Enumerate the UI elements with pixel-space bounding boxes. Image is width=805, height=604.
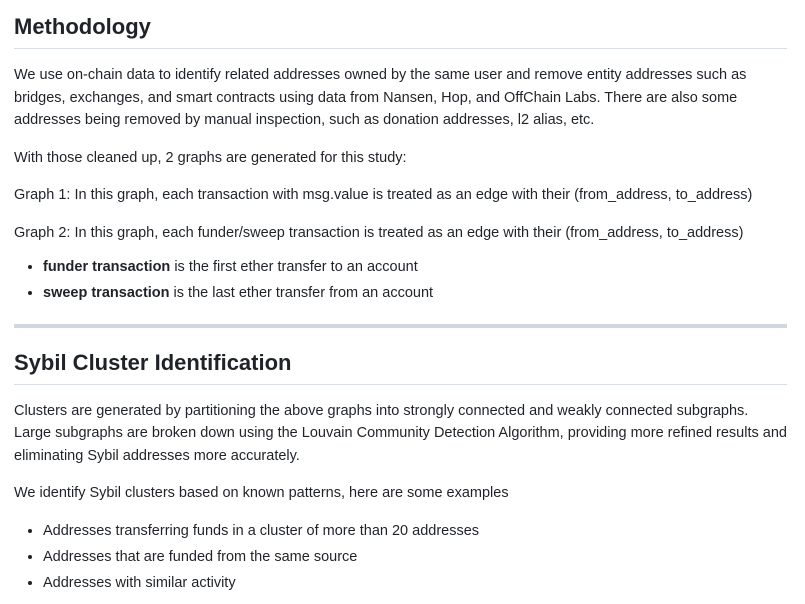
list-item: • Addresses with similar activity <box>43 572 787 595</box>
methodology-heading: Methodology <box>14 12 787 49</box>
list-item-text: is the first ether transfer to an account <box>170 259 418 275</box>
section-divider <box>14 324 787 328</box>
list-item-text: is the last ether transfer from an account <box>169 285 434 301</box>
sybil-patterns-list <box>14 520 787 595</box>
sybil-paragraph-1: Clusters are generated by partitioning the above graphs into strongly connected and weakly connected subgraphs. Large subgraphs are broken down using the Louvain Community Detection Algorithm, providing more refined results and eliminating Sybil addresses more accurately. <box>14 402 787 464</box>
methodology-paragraph-1: We use on-chain data to identify related addresses owned by the same user and remove entity addresses such as bridges, exchanges, and smart contracts using data from Nansen, Hop, and OffChain Labs. There are also some addresses being removed by manual inspection, such as donation addresses, l2 alias, etc. <box>14 67 747 128</box>
graph-1-paragraph: Graph 1: In this graph, each transaction with msg.value is treated as an edge with their (from_address, to_address) <box>14 187 753 203</box>
list-item-term: funder transaction <box>43 259 171 275</box>
list-item-term: sweep transaction <box>43 285 170 301</box>
sybil-cluster-heading: Sybil Cluster Identification <box>14 348 787 385</box>
transaction-definitions-list <box>14 256 787 305</box>
list-item: • Addresses that are funded from the same source <box>43 546 787 569</box>
sybil-paragraph-2: We identify Sybil clusters based on known patterns, here are some examples <box>14 485 509 501</box>
methodology-paragraph-2: With those cleaned up, 2 graphs are generated for this study: <box>14 149 407 166</box>
list-item <box>43 282 787 305</box>
list-item: • Addresses transferring funds in a cluster of more than 20 addresses <box>43 520 787 543</box>
graph-2-paragraph: Graph 2: In this graph, each funder/sweep transaction is treated as an edge with their (from_address, to_address) <box>14 224 744 241</box>
list-item <box>43 256 787 279</box>
